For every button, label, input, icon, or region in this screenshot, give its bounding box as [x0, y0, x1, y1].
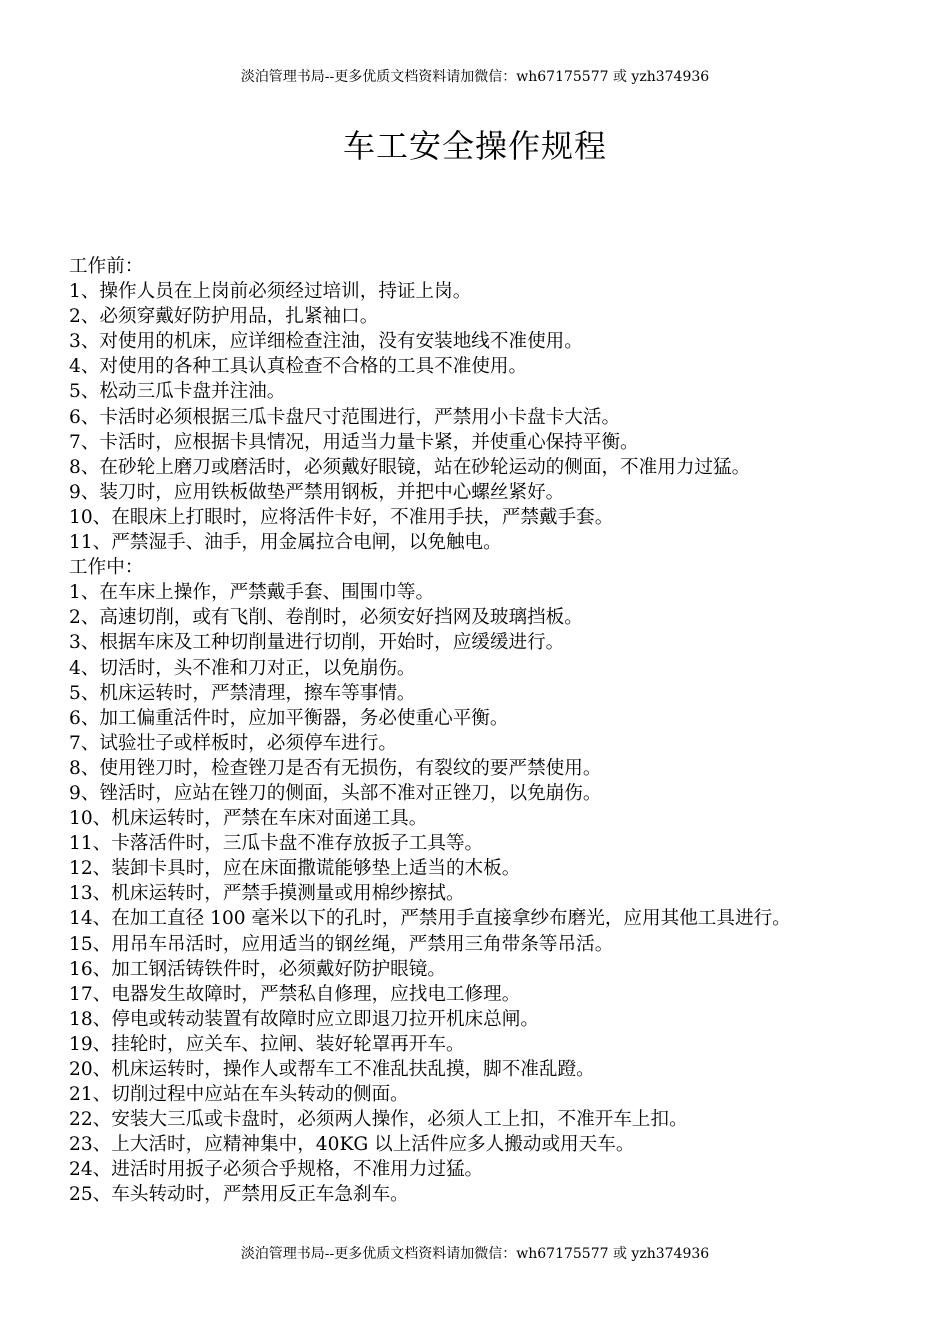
list-item: 16、加工钢活铸铁件时，必须戴好防护眼镜。: [69, 958, 446, 980]
list-item: 10、在眼床上打眼时，应将活件卡好，不准用手扶，严禁戴手套。: [69, 506, 614, 528]
list-item: 7、卡活时，应根据卡具情况，用适当力量卡紧，并使重心保持平衡。: [69, 431, 639, 453]
list-item: 17、电器发生故障时，严禁私自修理，应找电工修理。: [69, 983, 521, 1005]
list-item: 20、机床运转时，操作人或帮车工不准乱扶乱摸，脚不准乱蹬。: [69, 1059, 595, 1080]
list-item: 6、卡活时必须根据三瓜卡盘尺寸范围进行，严禁用小卡盘卡大活。: [69, 406, 621, 428]
list-item: 8、在砂轮上磨刀或磨活时，必须戴好眼镜，站在砂轮运动的侧面，不准用力过猛。: [69, 456, 751, 478]
list-item: 4、切活时，头不准和刀对正，以免崩伤。: [69, 657, 416, 679]
list-item: 9、锉活时，应站在锉刀的侧面，头部不准对正锉刀，以免崩伤。: [69, 782, 602, 804]
page-header: 淡泊管理书局--更多优质文档资料请加微信：wh67175577 或 yzh374936: [240, 69, 710, 85]
list-item: 1、在车床上操作，严禁戴手套、围围巾等。: [69, 582, 435, 604]
list-item: 21、切削过程中应站在车头转动的侧面。: [69, 1084, 409, 1106]
list-item: 6、加工偏重活件时，应加平衡器，务必使重心平衡。: [69, 707, 509, 729]
section-heading-during-work: 工作中：: [69, 557, 144, 579]
list-item: 11、严禁湿手、油手，用金属拉合电闸，以免触电。: [69, 532, 502, 554]
list-item: 5、机床运转时，严禁清理，擦车等事情。: [69, 682, 416, 704]
list-item: 3、根据车床及工种切削量进行切削，开始时，应缓缓进行。: [69, 632, 565, 654]
list-item: 13、机床运转时，严禁手摸测量或用棉纱擦拭。: [69, 883, 465, 905]
list-item: 5、松动三瓜卡盘并注油。: [69, 381, 286, 403]
list-item: 4、对使用的各种工具认真检查不合格的工具不准使用。: [69, 356, 528, 378]
list-item: 2、高速切削，或有飞削、卷削时，必须安好挡网及玻璃挡板。: [69, 607, 583, 629]
list-item: 11、卡落活件时，三瓜卡盘不准存放扳子工具等。: [69, 833, 484, 855]
page-footer: 淡泊管理书局--更多优质文档资料请加微信：wh67175577 或 yzh374936: [240, 1246, 710, 1262]
list-item: 8、使用锉刀时，检查锉刀是否有无损伤，有裂纹的要严禁使用。: [69, 757, 602, 779]
list-item: 3、对使用的机床，应详细检查注油，没有安装地线不准使用。: [69, 331, 583, 353]
list-item: 10、机床运转时，严禁在车床对面递工具。: [69, 808, 428, 830]
list-item: 18、停电或转动装置有故障时应立即退刀拉开机床总闸。: [69, 1008, 539, 1030]
document-title: 车工安全操作规程: [342, 127, 607, 165]
section-heading-before-work: 工作前：: [69, 256, 144, 277]
list-item: 2、必须穿戴好防护用品，扎紧袖口。: [69, 306, 379, 328]
list-item: 25、车头转动时，严禁用反正车急刹车。: [69, 1184, 409, 1206]
list-item: 7、试验壮子或样板时，必须停车进行。: [69, 732, 397, 754]
list-item: 24、进活时用扳子必须合乎规格，不准用力过猛。: [69, 1159, 484, 1181]
list-item: 22、安装大三瓜或卡盘时，必须两人操作，必须人工上扣，不准开车上扣。: [69, 1109, 688, 1131]
list-item: 9、装刀时，应用铁板做垫严禁用钢板，并把中心螺丝紧好。: [69, 481, 565, 503]
list-item: 23、上大活时，应精神集中，40KG 以上活件应多人搬动或用天车。: [69, 1134, 635, 1156]
document-body: [69, 254, 887, 1208]
list-item: 14、在加工直径 100 毫米以下的孔时，严禁用手直接拿纱布磨光，应用其他工具进行。: [69, 908, 791, 930]
list-item: 12、装卸卡具时，应在床面撒谎能够垫上适当的木板。: [69, 858, 521, 880]
list-item: 19、挂轮时，应关车、拉闸、装好轮罩再开车。: [69, 1033, 465, 1055]
list-item: 15、用吊车吊活时，应用适当的钢丝绳，严禁用三角带条等吊活。: [69, 933, 614, 955]
list-item: 1、操作人员在上岗前必须经过培训，持证上岗。: [69, 281, 472, 303]
